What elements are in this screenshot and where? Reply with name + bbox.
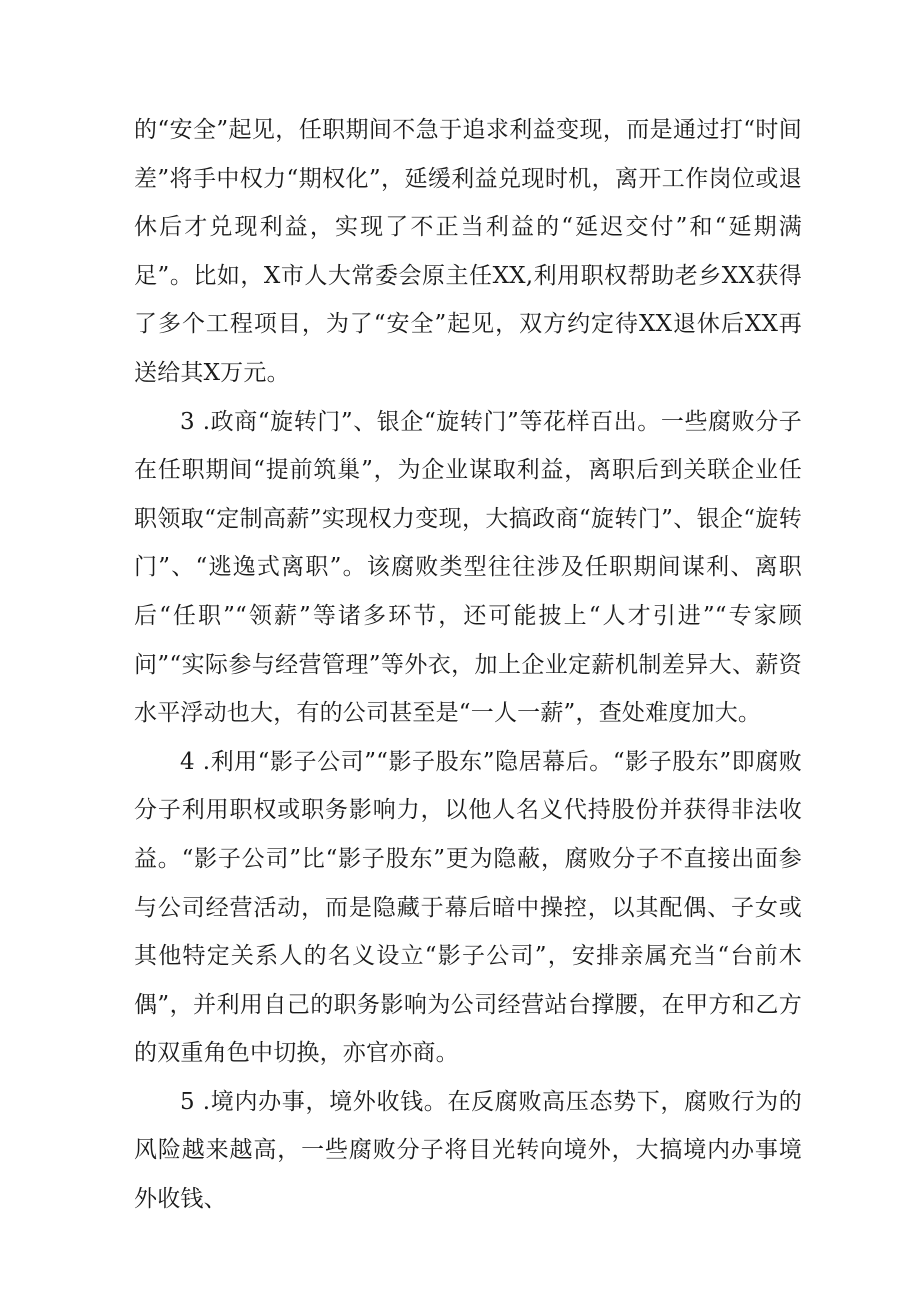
paragraph-item-4: 4 .利用“影子公司”“影子股东”隐居幕后。“影子股东”即腐败分子利用职权或职务影响力，以他人名义代持股份并获得非法收益。“影子公司”比“影子股东”更为隐蔽，腐败分子不直接出面参与公司经营活动，而是隐藏于幕后暗中操控，以其配偶、子女或其他特定关系人的名义设立“影子公司”，安排亲属充当“台前木偶”，并利用自己的职务影响为公司经营站台撑腰，在甲方和乙方的双重角色中切换，亦官亦商。 — [134, 748, 802, 1067]
document-body — [134, 106, 802, 1224]
paragraph-item-5: 5 .境内办事，境外收钱。在反腐败高压态势下，腐败行为的风险越来越高，一些腐败分子将目光转向境外，大搞境内办事境外收钱、 — [134, 1088, 802, 1213]
paragraph-item-3: 3 .政商“旋转门”、银企“旋转门”等花样百出。一些腐败分子在任职期间“提前筑巢”，为企业谋取利益，离职后到关联企业任职领取“定制高薪”实现权力变现，大搞政商“旋转门”、银企“旋转门”、“逃逸式离职”。该腐败类型往往涉及任职期间谋利、离职后“任职”“领薪”等诸多环节，还可能披上“人才引进”“专家顾问”“实际参与经营管理”等外衣，加上企业定薪机制差异大、薪资水平浮动也大，有的公司甚至是“一人一薪”，查处难度加大。 — [134, 408, 802, 727]
paragraph-continuation: 的“安全”起见，任职期间不急于追求利益变现，而是通过打“时间差”将手中权力“期权化”，延缓利益兑现时机，离开工作岗位或退休后才兑现利益，实现了不正当利益的“延迟交付”和“延期满足”。比如，X市人大常委会原主任XX,利用职权帮助老乡XX获得了多个工程项目，为了“安全”起见，双方约定待XX退休后XX再送给其X万元。 — [134, 117, 802, 386]
